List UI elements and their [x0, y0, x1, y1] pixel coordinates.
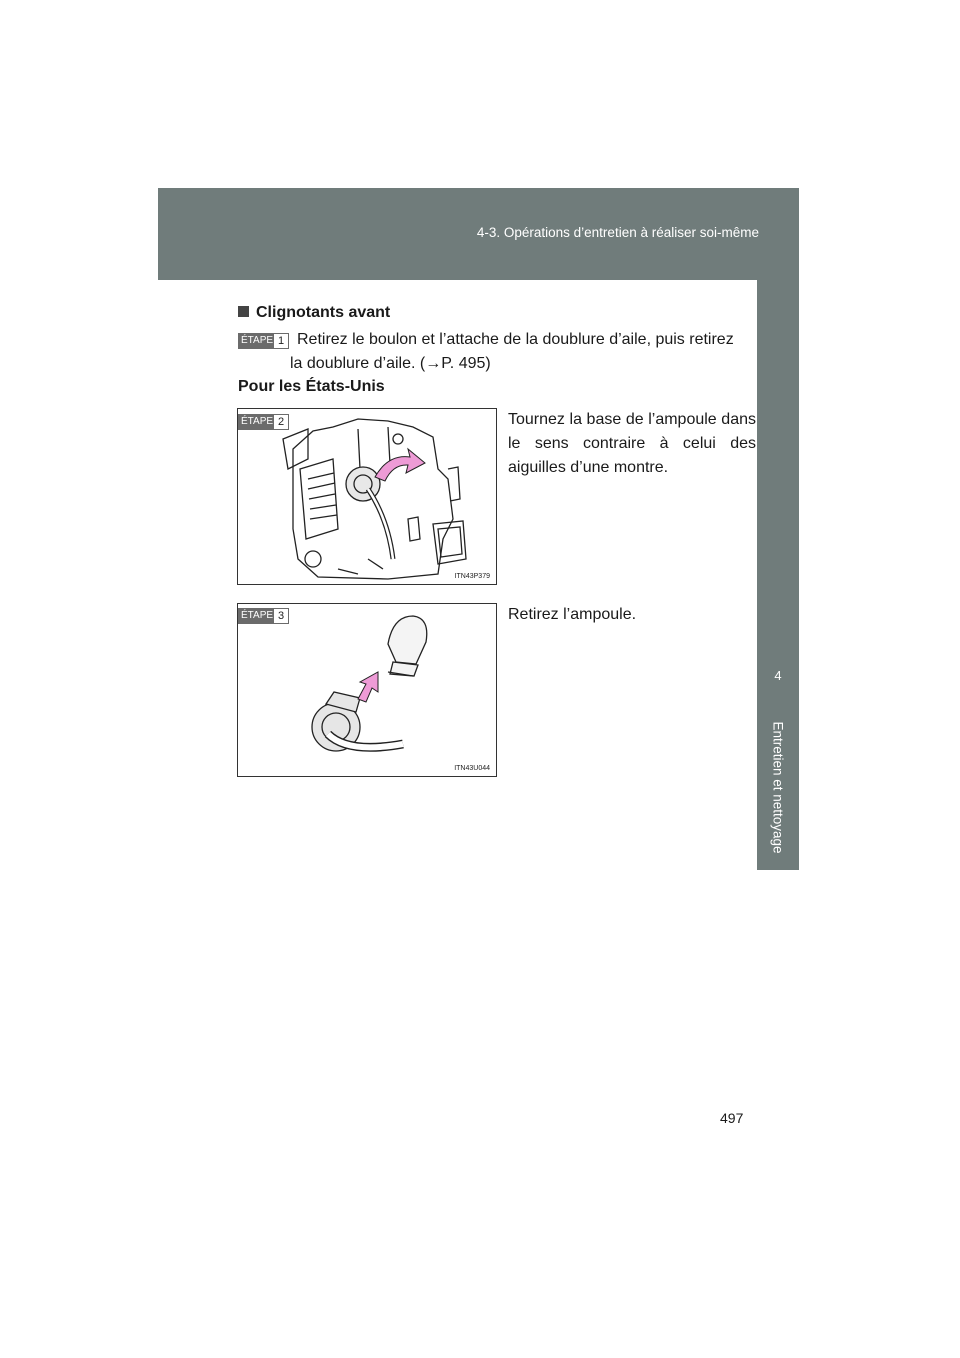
chapter-title: Entretien et nettoyage — [770, 721, 786, 854]
section-title: 4-3. Opérations d’entretien à réaliser soi-même — [476, 225, 759, 240]
chapter-number: 4 — [774, 668, 782, 683]
step-1-line-1: Retirez le boulon et l’attache de la doublure d’aile, puis retirez — [297, 331, 734, 348]
step-1-line-2: la doublure d’aile. (→P. 495) — [290, 355, 491, 372]
step-1-text — [290, 328, 757, 376]
bulb-removal-illustration — [238, 604, 496, 776]
step-label: ÉTAPE — [238, 608, 274, 624]
step-label: ÉTAPE — [238, 333, 274, 349]
section-heading-text: Clignotants avant — [256, 304, 391, 321]
step-label: ÉTAPE — [238, 414, 274, 430]
chapter-side-tab — [757, 280, 799, 870]
step-1-badge — [238, 333, 289, 349]
step-number: 1 — [274, 333, 289, 349]
figure-step-2 — [237, 408, 497, 585]
section-heading — [238, 304, 390, 322]
figure-code: ITN43P379 — [454, 573, 490, 580]
step-3-text: Retirez l’ampoule. — [508, 606, 637, 623]
step-number: 3 — [274, 608, 289, 624]
figure-step-3 — [237, 603, 497, 777]
step-2-text: Tournez la base de l’ampoule dans le sens contraire à celui des aiguilles d’une montre. — [508, 411, 756, 476]
page-number: 497 — [720, 1110, 744, 1126]
step-number: 2 — [274, 414, 289, 430]
step-2-badge — [238, 414, 289, 430]
headlight-housing-illustration — [238, 409, 496, 584]
figure-code: ITN43U044 — [454, 765, 490, 772]
region-label: Pour les États-Unis — [238, 378, 385, 395]
header-band — [158, 188, 799, 280]
step-3-badge — [238, 608, 289, 624]
square-bullet-icon — [238, 306, 249, 317]
